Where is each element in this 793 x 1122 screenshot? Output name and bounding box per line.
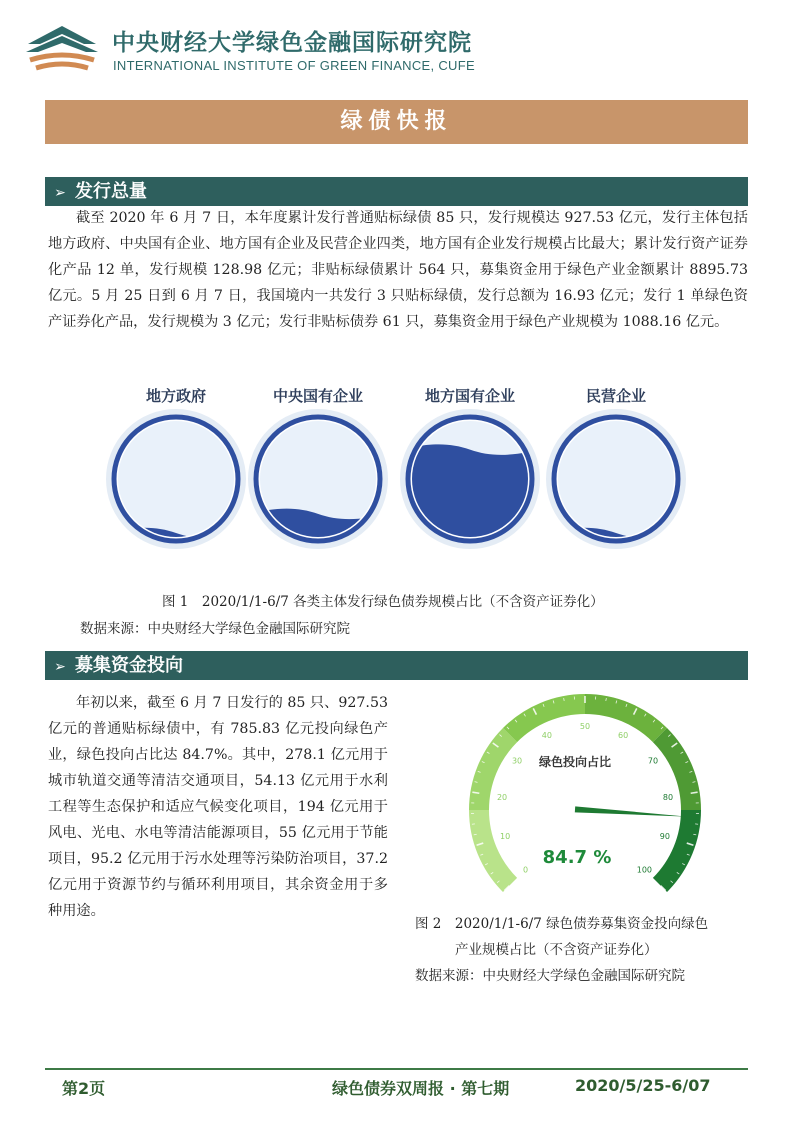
issuer-label: 中央国有企业 bbox=[272, 387, 363, 405]
gauge-tick-label: 90 bbox=[659, 831, 670, 841]
gauge-band bbox=[653, 810, 701, 892]
gauge-tick-label: 0 bbox=[523, 865, 529, 875]
issuer-label: 地方国有企业 bbox=[424, 387, 515, 405]
institute-name-en: INTERNATIONAL INSTITUTE OF GREEN FINANCE, CUFE bbox=[113, 58, 475, 73]
figure2-caption-line2: 产业规模占比（不含资产证券化） bbox=[455, 942, 658, 958]
report-title-banner: 绿债快报 bbox=[45, 100, 748, 144]
section-title: 募集资金投向 bbox=[75, 655, 183, 676]
figure2-caption-line1: 图 2 2020/1/1-6/7 绿色债券募集资金投向绿色 bbox=[415, 916, 709, 932]
fill-level bbox=[400, 444, 540, 549]
issuer-share-item bbox=[248, 383, 388, 553]
arrow-icon: ➢ bbox=[54, 659, 66, 675]
figure2-source: 数据来源：中央财经大学绿色金融国际研究院 bbox=[415, 968, 685, 984]
gauge-tick-label: 30 bbox=[511, 756, 523, 766]
gauge-tick-label: 40 bbox=[541, 731, 552, 741]
liquid-fill-circle bbox=[106, 409, 246, 549]
issuance-paragraph: 截至 2020 年 6 月 7 日，本年度累计发行普通贴标绿债 85 只，发行规模达 927.53 亿元，发行主体包括地方政府、中央国有企业、地方国有企业及民营企业四类，地方国有企业发行规模占比最大；累计发行资产证券化产品 12 单，发行规模 128.98 亿元；非贴标绿债累计 564 只，募集资金用于绿色产业金额累计 8895.73 亿元。5 月 25 日到 6 月 7 日，我国境内一共发行 3 只贴标绿债，发行总额为 16.93 亿元；发行 1 单绿色资产证券化产品，发行规模为 3 亿元；发行非贴标债券 61 只，募集资金用于绿色产业规模为 1088.16 亿元。 bbox=[48, 210, 748, 330]
gauge-tick-label: 20 bbox=[496, 792, 508, 802]
issuer-label: 民营企业 bbox=[585, 387, 646, 405]
gauge-tick bbox=[564, 698, 565, 701]
gauge-tick bbox=[472, 792, 479, 793]
issuer-label: 地方政府 bbox=[145, 387, 206, 405]
gauge-band bbox=[469, 810, 517, 892]
gauge-band bbox=[653, 728, 701, 810]
section-header-fund-use bbox=[45, 651, 748, 680]
issuer-share-item bbox=[546, 383, 686, 553]
liquid-fill-circle bbox=[248, 409, 388, 549]
institute-name-cn: 中央财经大学绿色金融国际研究院 bbox=[112, 30, 472, 56]
liquid-fill-circle bbox=[546, 409, 686, 549]
gauge-tick bbox=[606, 698, 607, 701]
footer-divider bbox=[45, 1068, 748, 1070]
gauge-value: 84.7 % bbox=[542, 847, 612, 868]
gauge-title: 绿色投向占比 bbox=[538, 755, 612, 769]
publication-name: 绿色债券双周报 · 第七期 bbox=[332, 1079, 510, 1098]
gauge-needle bbox=[575, 806, 687, 816]
gauge-tick-label: 100 bbox=[636, 865, 653, 875]
gauge-tick-label: 10 bbox=[500, 831, 511, 841]
issuer-share-item bbox=[400, 383, 540, 553]
institute-logo bbox=[22, 22, 102, 74]
publication-period: 2020/5/25-6/07 bbox=[575, 1076, 711, 1095]
figure1-source: 数据来源：中央财经大学绿色金融国际研究院 bbox=[80, 621, 350, 637]
section-title: 发行总量 bbox=[75, 181, 147, 202]
arrow-icon: ➢ bbox=[54, 185, 66, 201]
fund-use-paragraph: 年初以来，截至 6 月 7 日发行的 85 只、927.53 亿元的普通贴标绿债中，有 785.83 亿元投向绿色产业，绿色投向占比达 84.7%。其中，278.1 亿元用于城市轨道交通等清洁交通项目，54.13 亿元用于水利工程等生态保护和适应气候变化项目，194 亿元用于风电、光电、水电等清洁能源项目，55 亿元用于节能项目，95.2 亿元用于污水处理等污染防治项目，37.2 亿元用于资源节约与循环利用项目，其余资金用于多种用途。 bbox=[48, 695, 388, 919]
gauge-tick-label: 50 bbox=[579, 722, 591, 731]
liquid-fill-circle bbox=[400, 409, 540, 549]
issuer-share-item bbox=[106, 383, 246, 553]
gauge-tick-label: 80 bbox=[662, 792, 674, 802]
section-header-issuance bbox=[45, 177, 748, 206]
green-share-gauge bbox=[440, 690, 730, 905]
page-number: 第2页 bbox=[62, 1079, 106, 1098]
gauge-tick bbox=[691, 792, 698, 793]
figure1-caption: 图 1 2020/1/1-6/7 各类主体发行绿色债券规模占比（不含资产证券化） bbox=[162, 594, 604, 610]
gauge-tick-label: 60 bbox=[618, 731, 629, 741]
gauge-tick-label: 70 bbox=[647, 756, 659, 766]
gauge-band bbox=[469, 728, 517, 810]
